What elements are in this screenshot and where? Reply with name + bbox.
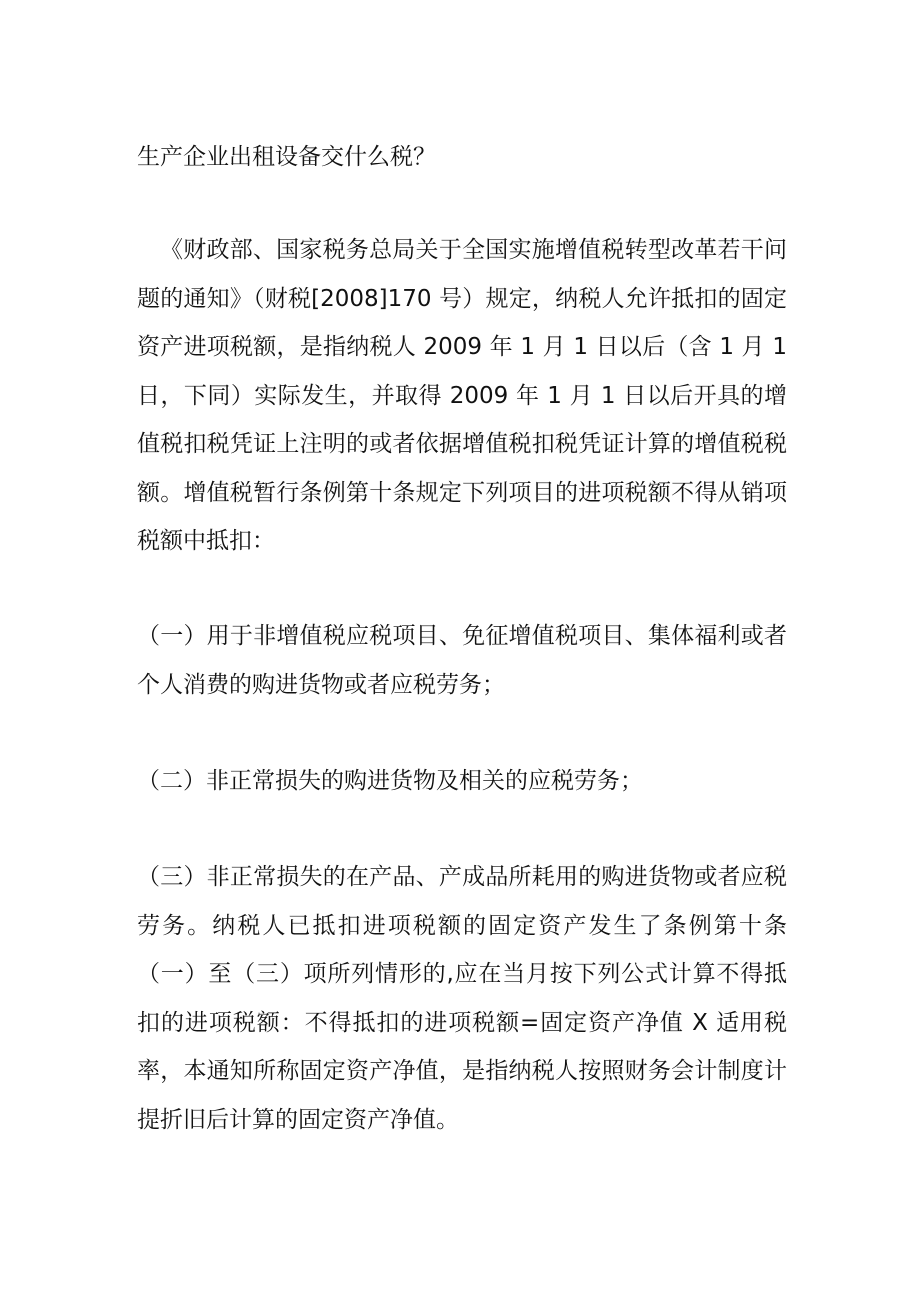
document-title: 生产企业出租设备交什么税？: [137, 144, 436, 170]
paragraph-policy-notice: 《财政部、国家税务总局关于全国实施增值税转型改革若干问题的通知》（财税[2008]170 号）规定，纳税人允许抵扣的固定资产进项税额，是指纳税人 2009 年 1 月 1 日以后（含 1 月 1 日，下同）实际发生，并取得 2009 年 1 月 1 日以后开具的增值税扣税凭证上注明的或者依据增值税扣税凭证计算的增值税税额。增值税暂行条例第十条规定下列项目的进项税额不得从销项税额中抵扣：: [137, 237, 787, 554]
paragraph-item-2: （二）非正常损失的购进货物及相关的应税劳务；: [137, 768, 643, 794]
paragraph-item-3: （三）非正常损失的在产品、产成品所耗用的购进货物或者应税劳务。纳税人已抵扣进项税额的固定资产发生了条例第十条（一）至（三）项所列情形的,应在当月按下列公式计算不得抵扣的进项税额：不得抵扣的进项税额=固定资产净值 X 适用税率，本通知所称固定资产净值，是指纳税人按照财务会计制度计提折旧后计算的固定资产净值。: [137, 864, 787, 1133]
paragraph-item-1: （一）用于非增值税应税项目、免征增值税项目、集体福利或者个人消费的购进货物或者应税劳务；: [137, 623, 787, 698]
